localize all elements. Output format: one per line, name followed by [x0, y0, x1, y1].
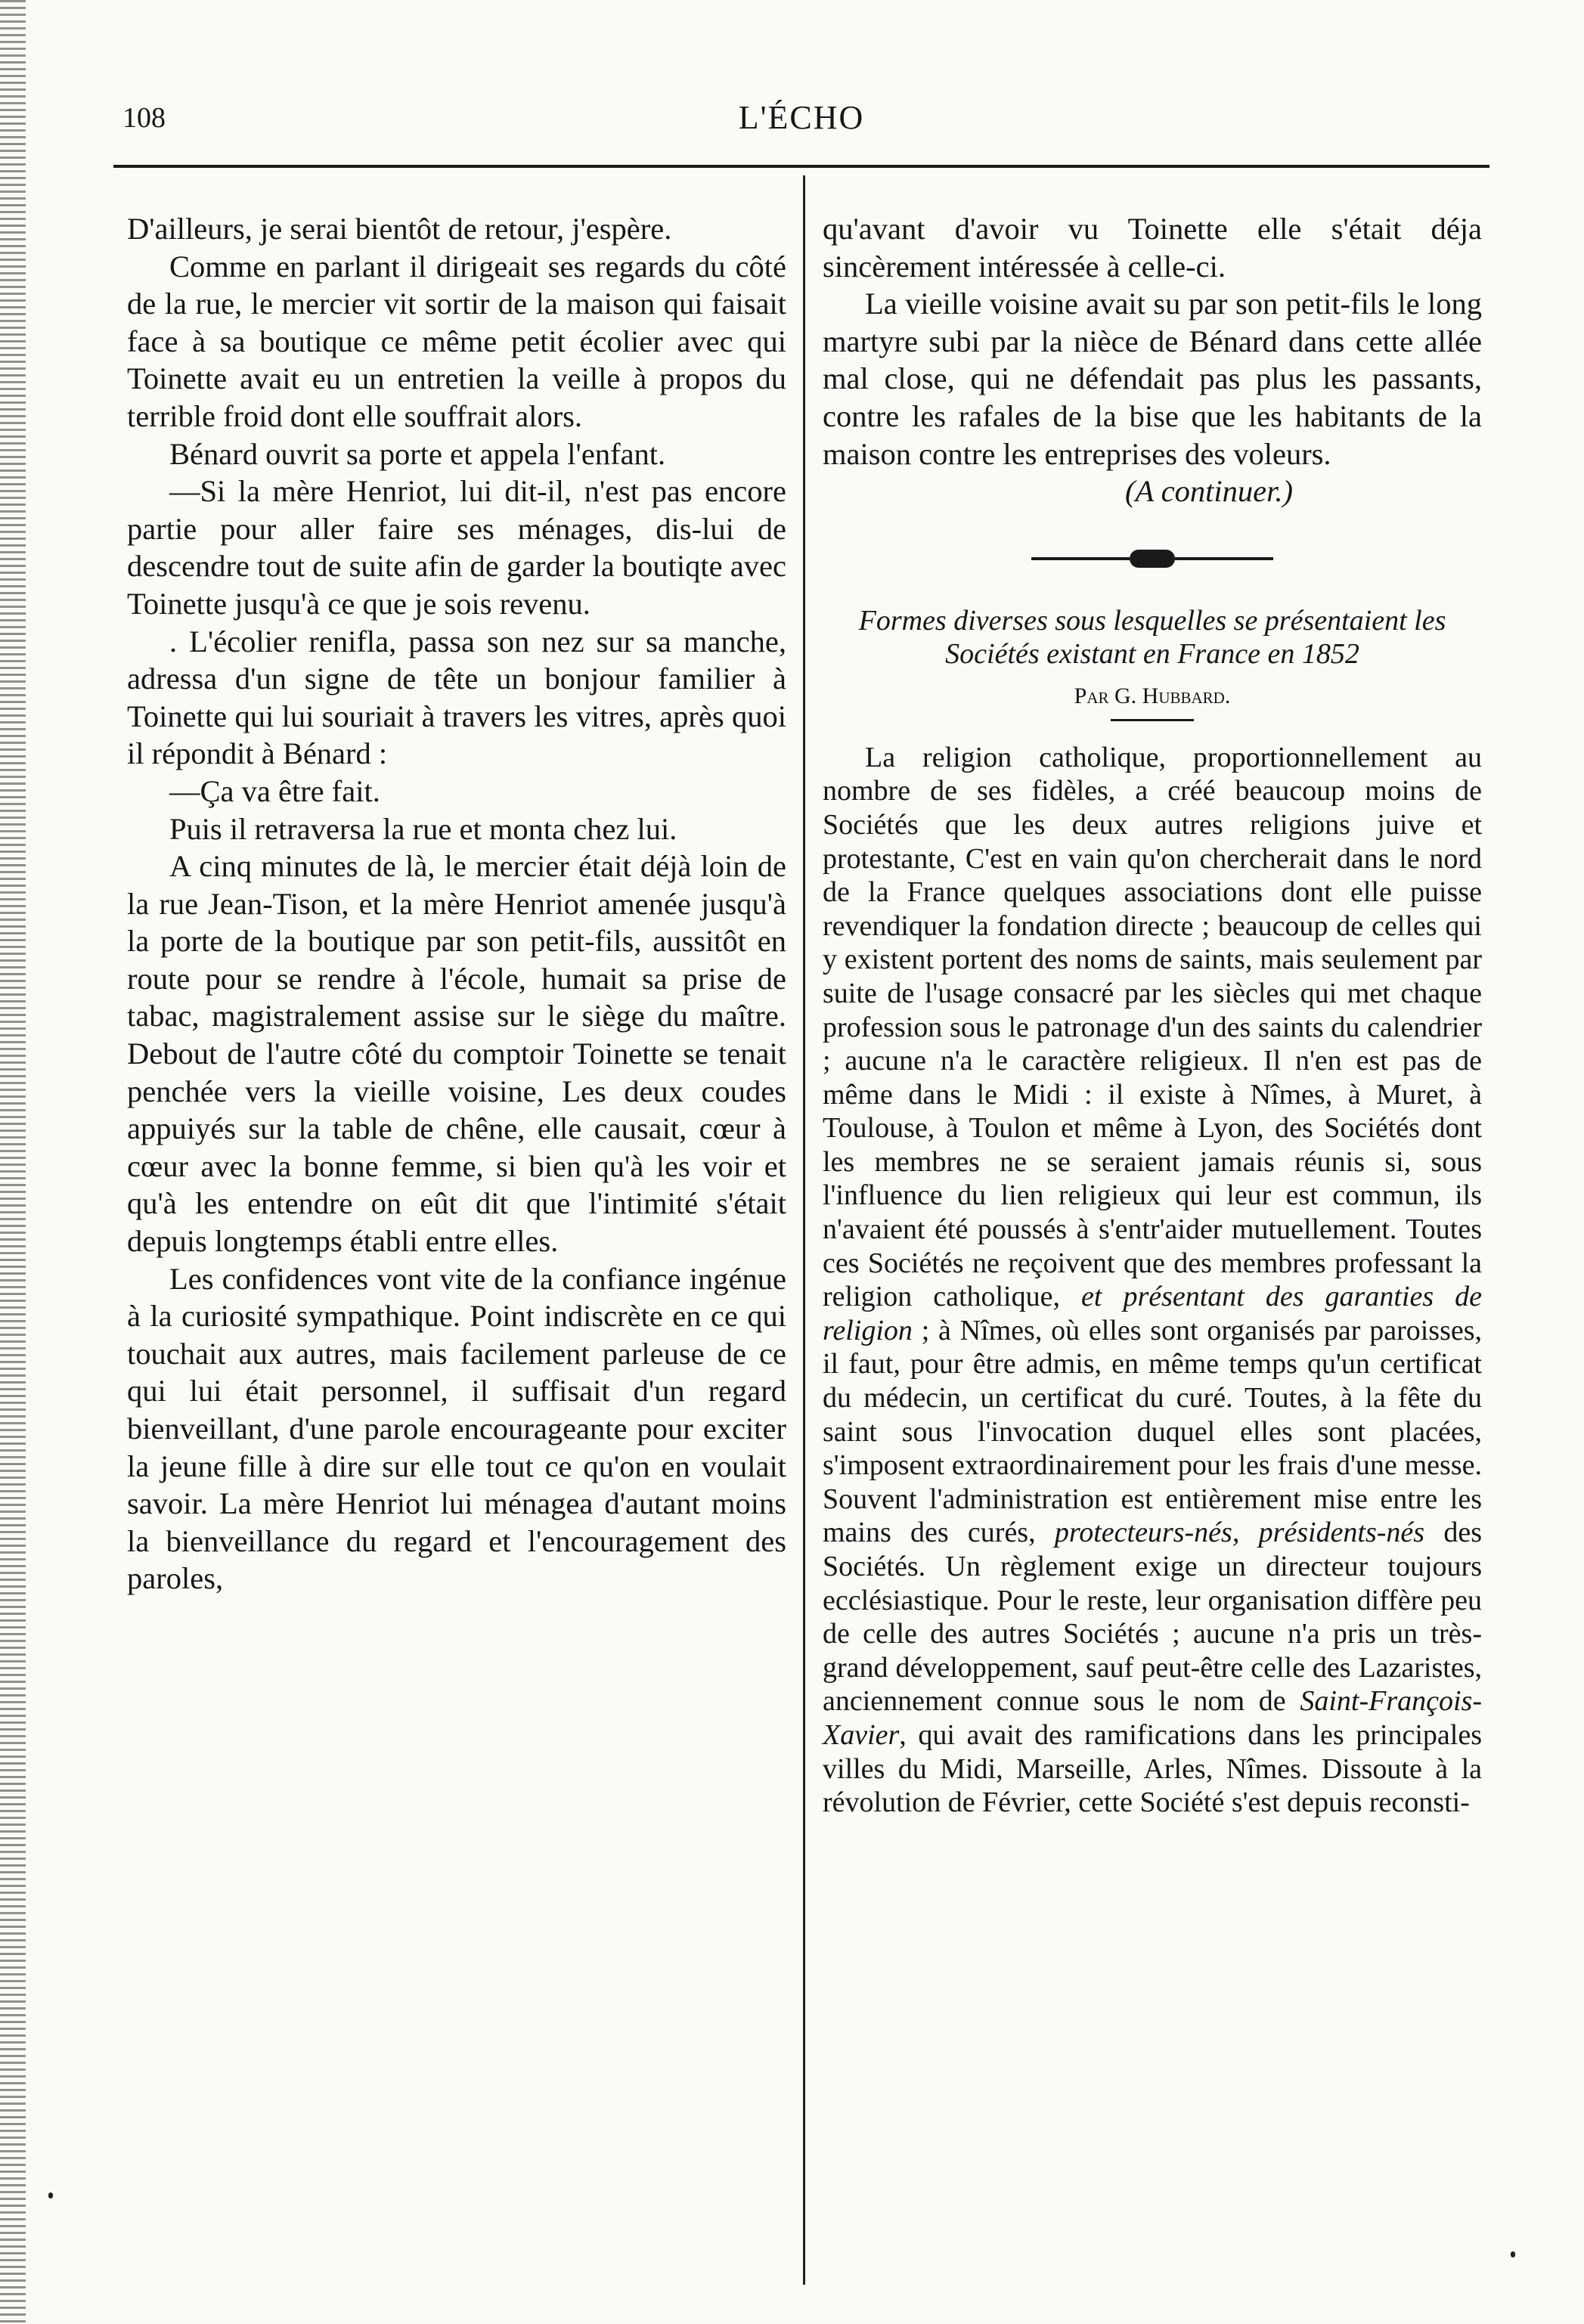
page-number: 108 — [122, 102, 166, 134]
article-body — [823, 741, 1482, 1820]
article-text: des Sociétés. Un règlement exige un directeur toujours ecclésiastique. Pour le reste, leur organisation diffère peu de celle des autres Sociétés ; aucune n'a pris un très-grand développement, sauf peut-être celle des Lazaristes, anciennement connue sous le nom de — [823, 1517, 1482, 1718]
article-text: La religion catholique, proportionnellement au nombre de ses fidèles, a créé beaucoup moins de Sociétés que les deux autres religions juive et protestante, C'est en vain qu'on chercherait dans le nord de la France quelques associations dont elle puisse revendiquer la fondation directe ; beaucoup de celles qui y existent portent des noms de saints, mais seulement par suite de l'usage consacré par les siècles qui met chaque profession sous le patronage d'un des saints du calendrier ; aucune n'a le caractère religieux. Il n'en est pas de même dans le Midi : il existe à Nîmes, à Muret, à Toulouse, à Toulon et même à Lyon, des Sociétés dont les membres ne se seraient jamais réunis si, sous l'influence du lien religieux qui leur est commun, ils n'avaient été poussés à s'entr'aider mutuellement. Toutes ces Sociétés ne reçoivent que des membres professant la religion catholique, — [823, 741, 1482, 1313]
paragraph: —Si la mère Henriot, lui dit-il, n'est pas encore partie pour aller faire ses ménages, dis-lui de descendre tout de suite afin de garder la boutiqte avec Toinette jusqu'à ce que je sois revenu. — [127, 474, 786, 621]
paragraph: La vieille voisine avait su par son petit-fils le long martyre subi par la nièce de Bénard dans cette allée mal close, qui ne défendait pas plus les passants, contre les rafales de la bise que les habitants de la maison contre les entreprises des voleurs. — [823, 287, 1482, 471]
paragraph: qu'avant d'avoir vu Toinette elle s'était déja sincèrement intéressée à celle-ci. — [823, 212, 1482, 284]
binding-edge — [0, 0, 26, 2324]
article-paragraph — [823, 741, 1482, 1820]
paragraph: Puis il retraversa la rue et monta chez lui. — [169, 811, 677, 846]
article-byline: Par G. Hubbard. — [1074, 683, 1231, 708]
page-header — [113, 91, 1489, 151]
byline-rule — [1111, 719, 1194, 721]
article-text: , qui avait des ramifications dans les principales villes du Midi, Marseille, Arles, Nîmes. Dissoute à la révolution de Février, cette Société s'est depuis reconsti- — [823, 1718, 1482, 1819]
continuation-note: (A continuer.) — [1125, 474, 1293, 509]
article-text-italic: protecteurs-nés, présidents-nés — [1054, 1517, 1425, 1549]
running-head: L'ÉCHO — [738, 99, 865, 136]
paragraph: Comme en parlant il dirigeait ses regards du côté de la rue, le mercier vit sortir de la maison qui faisait face à sa boutique ce même petit écolier avec qui Toinette avait eu un entretien la veille à propos du terrible froid dont elle souffrait alors. — [127, 249, 786, 433]
header-rule — [113, 165, 1489, 168]
article-text-italic: et présentant des garanties de religion — [823, 1281, 1482, 1346]
left-column — [127, 210, 786, 1597]
right-column — [823, 210, 1482, 1820]
paragraph: . L'écolier renifla, passa son nez sur sa manche, adressa d'un signe de tête un bonjour familier à Toinette qui lui souriait à travers les vitres, après quoi il répondit à Bénard : — [127, 624, 786, 771]
article-text-italic: Saint-François-Xavier — [823, 1685, 1482, 1751]
article-title: Formes diverses sous lesquelles se présentaient les Sociétés existant en France en 1852 — [858, 604, 1446, 670]
print-speck — [1511, 2251, 1515, 2257]
paragraph: Les confidences vont vite de la confiance ingénue à la curiosité sympathique. Point indiscrète en ce qui touchait aux autres, mais facilement parleuse de ce qui lui était personnel, il suffisait d'un regard bienveillant, d'une parole encourageante pour exciter la jeune fille à dire sur elle tout ce qu'on en voulait savoir. La mère Henriot lui ménagea d'autant moins la bienveillance du regard et l'encouragement des paroles, — [127, 1261, 786, 1596]
column-divider — [803, 175, 805, 2285]
paragraph: D'ailleurs, je serai bientôt de retour, j'espère. — [127, 212, 672, 246]
paragraph: Bénard ouvrit sa porte et appela l'enfant. — [169, 436, 666, 471]
section-ornament — [1031, 544, 1273, 574]
print-speck — [48, 2192, 53, 2199]
paragraph: A cinq minutes de là, le mercier était déjà loin de la rue Jean-Tison, et la mère Henriot amenée jusqu'à la porte de la boutique par son petit-fils, aussitôt en route pour se rendre à l'école, humait sa prise de tabac, magistralement assise sur le siège du maître. Debout de l'autre côté du comptoir Toinette se tenait penchée vers la vieille voisine, Les deux coudes appuiyés sur la table de chêne, elle causait, cœur à cœur avec la bonne femme, si bien qu'à les voir et qu'à les entendre on eût dit que l'intimité s'était depuis longtemps établi entre elles. — [127, 849, 786, 1259]
paragraph: —Ça va être fait. — [169, 773, 380, 808]
article-text: ; à Nîmes, où elles sont organisés par paroisses, il faut, pour être admis, en même temps qu'un certificat du médecin, un certificat du curé. Toutes, à la fête du saint sous l'invocation duquel elles sont placées, s'imposent extraordinairement pour les frais d'une messe. Souvent l'administration est entièrement mise entre les mains des curés, — [823, 1314, 1483, 1549]
